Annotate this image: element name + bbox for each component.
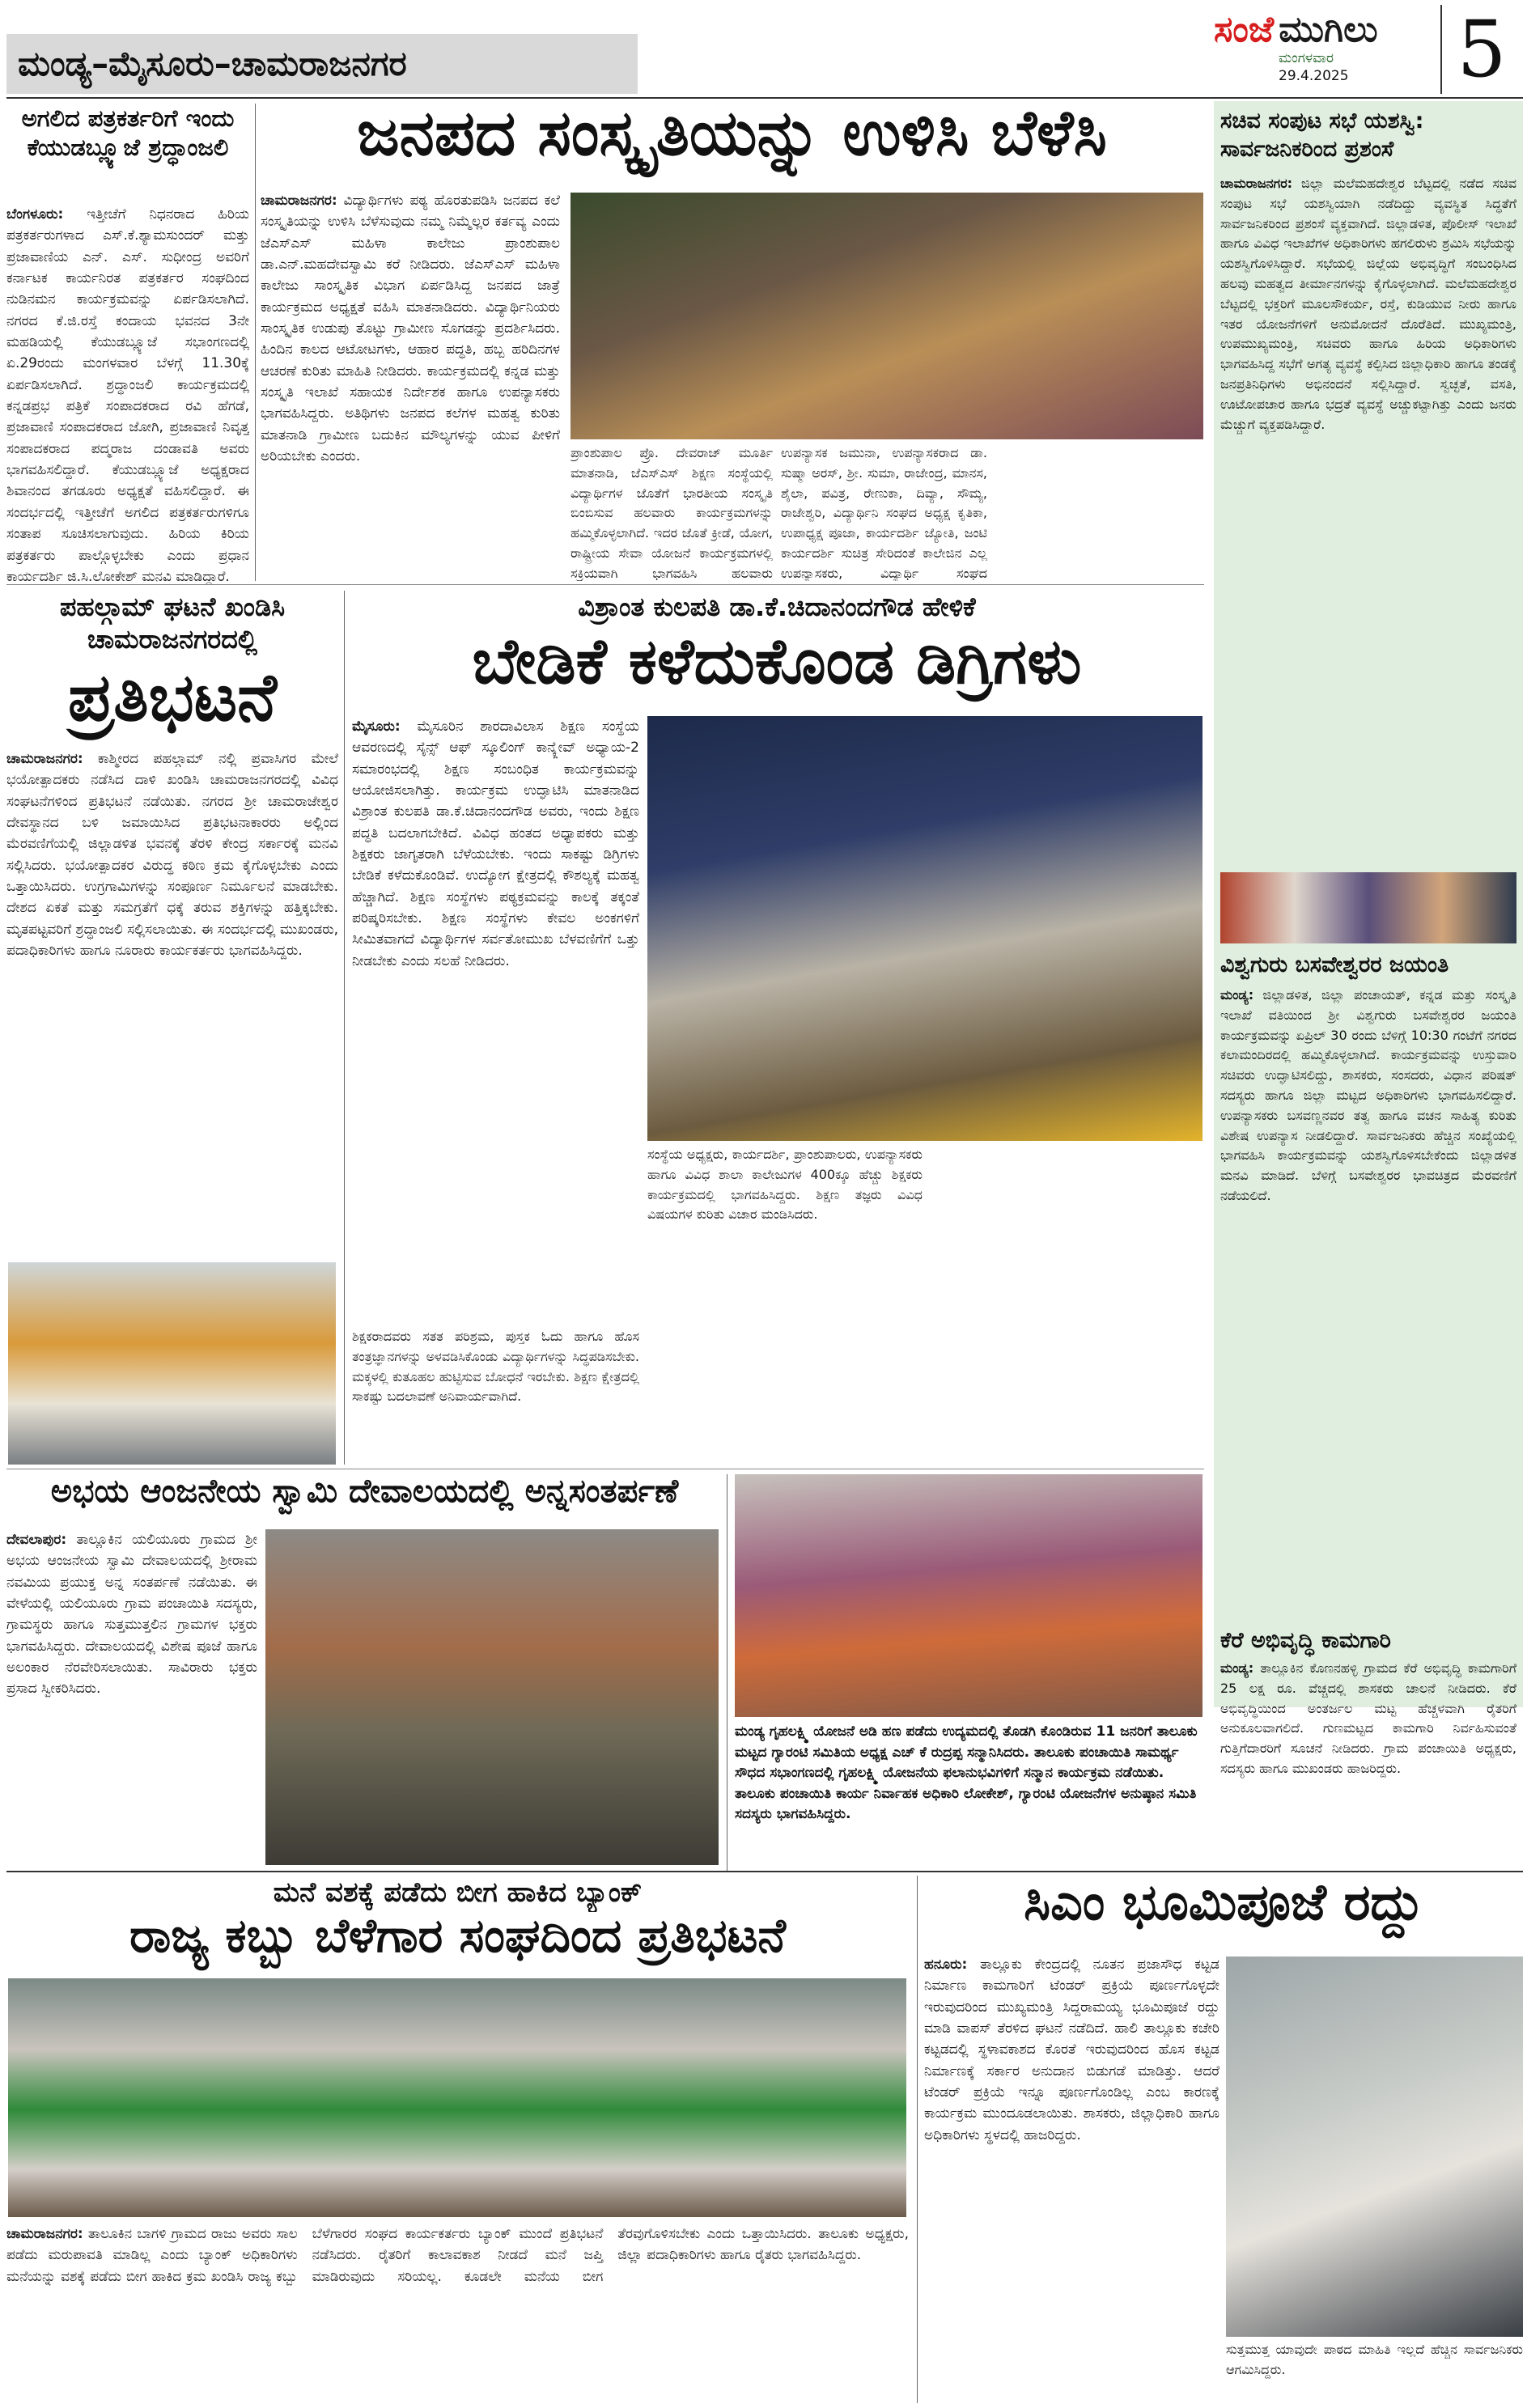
sugarcane-dateline: ಚಾಮರಾಜನಗರ:: [6, 2226, 83, 2242]
basava-dateline: ಮಂಡ್ಯ:: [1220, 987, 1254, 1003]
degrees-dateline: ಮೈಸೂರು:: [352, 719, 401, 735]
logo-part-2: ಮುಗಿಲು: [1279, 8, 1378, 50]
column-rule: [255, 104, 256, 581]
page-number: 5: [1440, 5, 1521, 94]
newspaper-logo: [1214, 6, 1424, 52]
sugarcane-headline: ರಾಜ್ಯ ಕಬ್ಬು ಬೆಳೆಗಾರ ಸಂಘದಿಂದ ಪ್ರತಿಭಟನೆ: [129, 1911, 786, 1963]
section-title: ಮಂಡ್ಯ–ಮೈಸೂರು–ಚಾಮರಾಜನಗರ: [6, 34, 638, 94]
folk-body-2: ಪ್ರಾಂಶುಪಾಲ ಪ್ರೊ. ದೇವರಾಜ್ ಮೂರ್ತಿ ಮಾತನಾಡಿ, ಜೆಎಸ್ಎಸ್ ಶಿಕ್ಷಣ ಸಂಸ್ಥೆಯಲ್ಲಿ ವಿದ್ಯಾರ್ಥಿಗಳ ಜೊತೆಗೆ ಭಾರತೀಯ ಸಂಸ್ಕೃತಿ ಬಿಂಬಿಸುವ ಹಲವಾರು ಕಾರ್ಯಕ್ರಮಗಳನ್ನು ಹಮ್ಮಿಕೊಳ್ಳಲಾಗಿದೆ. ಇದರ ಜೊತೆ ಕ್ರೀಡೆ, ಯೋಗ, ರಾಷ್ಟ್ರೀಯ ಸೇವಾ ಯೋಜನೆ ಕಾರ್ಯಕ್ರಮಗಳಲ್ಲಿ ಸಕ್ರಿಯವಾಗಿ ಭಾಗವಹಿಸಿ ಹಲವಾರು: [571, 445, 773, 581]
sugarcane-kicker: ಮನೆ ವಶಕ್ಕೆ ಪಡೆದು ಬೀಗ ಹಾಕಿದ ಬ್ಯಾಂಕ್: [273, 1876, 643, 1909]
gruhalakshmi-caption: ಮಂಡ್ಯ ಗೃಹಲಕ್ಷ್ಮಿ ಯೋಜನೆ ಅಡಿ ಹಣ ಪಡೆದು ಉದ್ಯಮದಲ್ಲಿ ತೊಡಗಿ ಕೊಂಡಿರುವ 11 ಜನರಿಗೆ ತಾಲೂಕು ಮಟ್ಟದ ಗ್ಯಾರಂಟಿ ಸಮಿತಿಯ ಅಧ್ಯಕ್ಷ ಎಚ್ ಕೆ ರುದ್ರಪ್ಪ ಸನ್ಮಾನಿಸಿದರು. ತಾಲೂಕು ಪಂಚಾಯಿತಿ ಸಾಮರ್ಥ್ಯ ಸೌಧದ ಸಭಾಂಗಣದಲ್ಲಿ ಗೃಹಲಕ್ಷ್ಮಿ ಯೋಜನೆಯ ಫಲಾನುಭವಿಗಳಿಗೆ ಸನ್ಮಾನ ಕಾರ್ಯಕ್ರಮ ನಡೆಯಿತು. ತಾಲೂಕು ಪಂಚಾಯಿತಿ ಕಾರ್ಯ ನಿರ್ವಾಹಕ ಅಧಿಕಾರಿ ಲೋಕೇಶ್, ಗ್ಯಾರಂಟಿ ಯೋಜನೆಗಳ ಅನುಷ್ಠಾನ ಸಮಿತಿ ಸದಸ್ಯರು ಭಾಗವಹಿಸಿದ್ದರು.: [735, 1723, 1198, 1822]
annadana-temple-photo: [265, 1529, 719, 1865]
tribute-dateline: ಬೆಂಗಳೂರು:: [6, 206, 64, 223]
tribute-body: [6, 204, 249, 584]
pahalgam-dateline: ಚಾಮರಾಜನಗರ:: [6, 751, 83, 767]
degrees-headline: ಬೇಡಿಕೆ ಕಳೆದುಕೊಂಡ ಡಿಗ್ರಿಗಳು: [472, 630, 1082, 698]
cm-dateline: ಹನೂರು:: [924, 1956, 968, 1973]
lake-body: [1220, 1659, 1516, 1867]
cabinet-headline: ಸಚಿವ ಸಂಪುಟ ಸಭೆ ಯಶಸ್ವಿ: ಸಾರ್ವಜನಿಕರಿಂದ ಪ್ರಶಂಸೆ: [1220, 108, 1424, 163]
issue-day: ಮಂಗಳವಾರ: [1279, 50, 1334, 66]
folk-body-3: ಉಪನ್ಯಾಸಕ ಜಮುನಾ, ಉಪನ್ಯಾಸಕರಾದ ಡಾ. ಸುಷ್ಮಾ ಅರಸ್, ಶ್ರೀ. ಸುಮಾ, ರಾಜೇಂದ್ರ, ಮಾನಸ, ಶೈಲಾ, ಪವಿತ್ರ, ರೇಣುಕಾ, ದಿವ್ಯಾ, ಸೌಮ್ಯ, ರಾಜೇಶ್ವರಿ, ವಿದ್ಯಾರ್ಥಿನಿ ಸಂಘದ ಅಧ್ಯಕ್ಷ ಕೃತಿಕಾ, ಉಪಾಧ್ಯಕ್ಷ ಪೂಜಾ, ಕಾರ್ಯದರ್ಶಿ ಜ್ಯೋತಿ, ಜಂಟಿ ಕಾರ್ಯದರ್ಶಿ ಸುಚಿತ್ರ ಸೇರಿದಂತೆ ಕಾಲೇಜಿನ ಎಲ್ಲ ಉಪನ್ಯಾಸಕರು, ವಿದ್ಯಾರ್ಥಿ ಸಂಘದ: [781, 445, 987, 581]
folk-dateline: ಚಾಮರಾಜನಗರ:: [261, 193, 337, 209]
section-divider: [6, 1871, 1523, 1872]
degrees-conclave-photo: [647, 716, 1203, 1141]
cabinet-text: ಜಿಲ್ಲಾ ಮಲೆಮಹದೇಶ್ವರ ಬೆಟ್ಟದಲ್ಲಿ ನಡೆದ ಸಚಿವ ಸಂಪುಟ ಸಭೆ ಯಶಸ್ವಿಯಾಗಿ ನಡೆದಿದ್ದು ವ್ಯವಸ್ಥಿತ ಸಿದ್ಧತೆಗೆ ಸಾರ್ವಜನಿಕರಿಂದ ಪ್ರಶಂಸೆ ವ್ಯಕ್ತವಾಗಿದೆ. ಜಿಲ್ಲಾಡಳಿತ, ಪೊಲೀಸ್ ಇಲಾಖೆ ಹಾಗೂ ವಿವಿಧ ಇಲಾಖೆಗಳ ಅಧಿಕಾರಿಗಳು ಹಗಲಿರುಳು ಶ್ರಮಿಸಿ ಸಭೆಯನ್ನು ಯಶಸ್ವಿಗೊಳಿಸಿದ್ದಾರೆ. ಸಭೆಯಲ್ಲಿ ಜಿಲ್ಲೆಯ ಅಭಿವೃದ್ಧಿಗೆ ಸಂಬಂಧಿಸಿದ ಹಲವು ಮಹತ್ವದ ತೀರ್ಮಾನಗಳನ್ನು ಕೈಗೊಳ್ಳಲಾಗಿದೆ. ಮಲೆಮಹದೇಶ್ವರ ಬೆಟ್ಟದಲ್ಲಿ ಭಕ್ತರಿಗೆ ಮೂಲಸೌಕರ್ಯ, ರಸ್ತೆ, ಕುಡಿಯುವ ನೀರು ಹಾಗೂ ಇತರ ಯೋಜನೆಗಳಿಗೆ ಅನುಮೋದನೆ ದೊರೆತಿದೆ. ಮುಖ್ಯಮಂತ್ರಿ, ಉಪಮುಖ್ಯಮಂತ್ರಿ, ಸಚಿವರು ಹಾಗೂ ಹಿರಿಯ ಅಧಿಕಾರಿಗಳು ಭಾಗವಹಿಸಿದ್ದ ಸಭೆಗೆ ಅಗತ್ಯ ವ್ಯವಸ್ಥೆ ಕಲ್ಪಿಸಿದ ಜಿಲ್ಲಾಧಿಕಾರಿ ಹಾಗೂ ತಂಡಕ್ಕೆ ಜನಪ್ರತಿನಿಧಿಗಳು ಅಭಿನಂದನೆ ಸಲ್ಲಿಸಿದ್ದಾರೆ. ಸ್ವಚ್ಛತೆ, ವಸತಿ, ಊಟೋಪಚಾರ ಹಾಗೂ ಭದ್ರತೆ ವ್ಯವಸ್ಥೆ ಅಚ್ಚುಕಟ್ಟಾಗಿತ್ತು ಎಂದು ಜನರು ಮೆಚ್ಚುಗೆ ವ್ಯಕ್ತಪಡಿಸಿದ್ದಾರೆ.: [1220, 176, 1516, 432]
lake-text: ತಾಲ್ಲೂಕಿನ ಕೊಣನಹಳ್ಳಿ ಗ್ರಾಮದ ಕೆರೆ ಅಭಿವೃದ್ಧಿ ಕಾಮಗಾರಿಗೆ 25 ಲಕ್ಷ ರೂ. ವೆಚ್ಚದಲ್ಲಿ ಶಾಸಕರು ಚಾಲನೆ ನೀಡಿದರು. ಕೆರೆ ಅಭಿವೃದ್ಧಿಯಿಂದ ಅಂತರ್ಜಲ ಮಟ್ಟ ಹೆಚ್ಚಳವಾಗಿ ರೈತರಿಗೆ ಅನುಕೂಲವಾಗಲಿದೆ. ಗುಣಮಟ್ಟದ ಕಾಮಗಾರಿ ನಿರ್ವಹಿಸುವಂತೆ ಗುತ್ತಿಗೆದಾರರಿಗೆ ಸೂಚನೆ ನೀಡಿದರು. ಗ್ರಾಮ ಪಂಚಾಯಿತಿ ಅಧ್ಯಕ್ಷರು, ಸದಸ್ಯರು ಹಾಗೂ ಮುಖಂಡರು ಹಾಜರಿದ್ದರು.: [1220, 1660, 1516, 1776]
cabinet-photo-strip: [1220, 872, 1516, 943]
basava-text: ಜಿಲ್ಲಾಡಳಿತ, ಜಿಲ್ಲಾ ಪಂಚಾಯತ್, ಕನ್ನಡ ಮತ್ತು ಸಂಸ್ಕೃತಿ ಇಲಾಖೆ ವತಿಯಿಂದ ಶ್ರೀ ವಿಶ್ವಗುರು ಬಸವೇಶ್ವರರ ಜಯಂತಿ ಕಾರ್ಯಕ್ರಮವನ್ನು ಏಪ್ರಿಲ್ 30 ರಂದು ಬೆಳಿಗ್ಗೆ 10:30 ಗಂಟೆಗೆ ನಗರದ ಕಲಾಮಂದಿರದಲ್ಲಿ ಹಮ್ಮಿಕೊಳ್ಳಲಾಗಿದೆ. ಕಾರ್ಯಕ್ರಮವನ್ನು ಉಸ್ತುವಾರಿ ಸಚಿವರು ಉದ್ಘಾಟಿಸಲಿದ್ದು, ಶಾಸಕರು, ಸಂಸದರು, ವಿಧಾನ ಪರಿಷತ್ ಸದಸ್ಯರು ಹಾಗೂ ಜಿಲ್ಲಾ ಮಟ್ಟದ ಅಧಿಕಾರಿಗಳು ಭಾಗವಹಿಸಲಿದ್ದಾರೆ. ಉಪನ್ಯಾಸಕರು ಬಸವಣ್ಣನವರ ತತ್ವ ಹಾಗೂ ವಚನ ಸಾಹಿತ್ಯ ಕುರಿತು ವಿಶೇಷ ಉಪನ್ಯಾಸ ನೀಡಲಿದ್ದಾರೆ. ಸಾರ್ವಜನಿಕರು ಹೆಚ್ಚಿನ ಸಂಖ್ಯೆಯಲ್ಲಿ ಭಾಗವಹಿಸಿ ಕಾರ್ಯಕ್ರಮವನ್ನು ಯಶಸ್ವಿಗೊಳಿಸಬೇಕೆಂದು ಜಿಲ್ಲಾಡಳಿತ ಮನವಿ ಮಾಡಿದೆ. ಬೆಳಿಗ್ಗೆ ಬಸವೇಶ್ವರರ ಭಾವಚಿತ್ರದ ಮೆರವಣಿಗೆ ನಡೆಯಲಿದೆ.: [1220, 987, 1516, 1203]
folk-event-photo: [571, 193, 1203, 439]
sugarcane-protest-photo: [8, 1978, 906, 2217]
degrees-kicker: ವಿಶ್ರಾಂತ ಕುಲಪತಿ ಡಾ.ಕೆ.ಚಿದಾನಂದಗೌಡ ಹೇಳಿಕೆ: [578, 591, 976, 622]
folk-headline: ಜನಪದ ಸಂಸ್ಕೃತಿಯನ್ನು ಉಳಿಸಿ ಬೆಳೆಸಿ: [357, 101, 1107, 170]
basava-body: [1220, 986, 1516, 1625]
degrees-body-3: ಸಂಸ್ಥೆಯ ಅಧ್ಯಕ್ಷರು, ಕಾರ್ಯದರ್ಶಿ, ಪ್ರಾಂಶುಪಾಲರು, ಉಪನ್ಯಾಸಕರು ಹಾಗೂ ವಿವಿಧ ಶಾಲಾ ಕಾಲೇಜುಗಳ 400ಕ್ಕೂ ಹೆಚ್ಚು ಶಿಕ್ಷಕರು ಕಾರ್ಯಕ್ರಮದಲ್ಲಿ ಭಾಗವಹಿಸಿದ್ದರು. ಶಿಕ್ಷಣ ತಜ್ಞರು ವಿವಿಧ ವಿಷಯಗಳ ಕುರಿತು ವಿಚಾರ ಮಂಡಿಸಿದರು.: [647, 1147, 923, 1223]
sugarcane-body: [6, 2224, 909, 2403]
gruhalakshmi-felicitation-photo: [735, 1474, 1203, 1717]
lake-dateline: ಮಂಡ್ಯ:: [1220, 1660, 1254, 1676]
annadana-headline: ಅಭಯ ಆಂಜನೇಯ ಸ್ವಾಮಿ ದೇವಾಲಯದಲ್ಲಿ ಅನ್ನಸಂತರ್ಪಣೆ: [50, 1474, 679, 1510]
folk-text: ವಿದ್ಯಾರ್ಥಿಗಳು ಪಠ್ಯ ಹೊರತುಪಡಿಸಿ ಜನಪದ ಕಲೆ ಸಂಸ್ಕೃತಿಯನ್ನು ಉಳಿಸಿ ಬೆಳೆಸುವುದು ನಮ್ಮ ನಿಮ್ಮೆಲ್ಲರ ಕರ್ತವ್ಯ ಎಂದು ಜೆಎಸ್‌ಎಸ್ ಮಹಿಳಾ ಕಾಲೇಜು ಪ್ರಾಂಶುಪಾಲ ಡಾ.ಎನ್.ಮಹದೇವಸ್ವಾಮಿ ಕರೆ ನೀಡಿದರು. ಜೆಎಸ್‌ಎಸ್ ಮಹಿಳಾ ಕಾಲೇಜು ಸಾಂಸ್ಕೃತಿಕ ವಿಭಾಗ ಏರ್ಪಡಿಸಿದ್ದ ಜನಪದ ಜಾತ್ರೆ ಕಾರ್ಯಕ್ರಮದ ಅಧ್ಯಕ್ಷತೆ ವಹಿಸಿ ಮಾತನಾಡಿದರು. ವಿದ್ಯಾರ್ಥಿನಿಯರು ಸಾಂಸ್ಕೃತಿಕ ಉಡುಪು ತೊಟ್ಟು ಗ್ರಾಮೀಣ ಸೊಗಡನ್ನು ಪ್ರದರ್ಶಿಸಿದರು. ಹಿಂದಿನ ಕಾಲದ ಆಟೋಟಗಳು, ಆಹಾರ ಪದ್ಧತಿ, ಹಬ್ಬ ಹರಿದಿನಗಳ ಆಚರಣೆ ಕುರಿತು ಮಾಹಿತಿ ನೀಡಿದರು. ಕಾರ್ಯಕ್ರಮದಲ್ಲಿ ಕನ್ನಡ ಮತ್ತು ಸಂಸ್ಕೃತಿ ಇಲಾಖೆ ಸಹಾಯಕ ನಿರ್ದೇಶಕ ಹಾಗೂ ಉಪನ್ಯಾಸಕರು ಭಾಗವಹಿಸಿದ್ದರು. ಅತಿಥಿಗಳು ಜನಪದ ಕಲೆಗಳ ಮಹತ್ವ ಕುರಿತು ಮಾತನಾಡಿ ಗ್ರಾಮೀಣ ಬದುಕಿನ ಮೌಲ್ಯಗಳನ್ನು ಯುವ ಪೀಳಿಗೆ ಅರಿಯಬೇಕು ಎಂದರು.: [261, 193, 560, 465]
pahalgam-body: [6, 748, 338, 1258]
pahalgam-protest-photo: [8, 1262, 336, 1465]
cm-text: ತಾಲ್ಲೂಕು ಕೇಂದ್ರದಲ್ಲಿ ನೂತನ ಪ್ರಜಾಸೌಧ ಕಟ್ಟಡ ನಿರ್ಮಾಣ ಕಾಮಗಾರಿಗೆ ಟೆಂಡರ್ ಪ್ರಕ್ರಿಯೆ ಪೂರ್ಣಗೊಳ್ಳದೇ ಇರುವುದರಿಂದ ಮುಖ್ಯಮಂತ್ರಿ ಸಿದ್ದರಾಮಯ್ಯ ಭೂಮಿಪೂಜೆ ರದ್ದು ಮಾಡಿ ವಾಪಸ್ ತೆರಳಿದ ಘಟನೆ ನಡೆದಿದೆ. ಹಾಲಿ ತಾಲ್ಲೂಕು ಕಚೇರಿ ಕಟ್ಟಡದಲ್ಲಿ ಸ್ಥಳಾವಕಾಶದ ಕೊರತೆ ಇರುವುದರಿಂದ ಹೊಸ ಕಟ್ಟಡ ನಿರ್ಮಾಣಕ್ಕೆ ಸರ್ಕಾರ ಅನುದಾನ ಬಿಡುಗಡೆ ಮಾಡಿತ್ತು. ಆದರೆ ಟೆಂಡರ್ ಪ್ರಕ್ರಿಯೆ ಇನ್ನೂ ಪೂರ್ಣಗೊಂಡಿಲ್ಲ ಎಂಬ ಕಾರಣಕ್ಕೆ ಕಾರ್ಯಕ್ರಮ ಮುಂದೂಡಲಾಯಿತು. ಶಾಸಕರು, ಜಿಲ್ಲಾಧಿಕಾರಿ ಹಾಗೂ ಅಧಿಕಾರಿಗಳು ಸ್ಥಳದಲ್ಲಿ ಹಾಜರಿದ್ದರು.: [924, 1956, 1219, 2143]
degrees-body-4: [929, 1145, 1203, 1465]
column-rule: [917, 1876, 918, 2403]
section-divider: [6, 584, 1204, 585]
tribute-headline: ಅಗಲಿದ ಪತ್ರಕರ್ತರಿಗೆ ಇಂದು ಕೆಯುಡಬ್ಲ್ಯೂಜೆ ಶ್ರದ್ಧಾಂಜಲಿ: [21, 104, 235, 162]
basava-headline: ವಿಶ್ವಗುರು ಬಸವೇಶ್ವರರ ಜಯಂತಿ: [1220, 952, 1449, 977]
cm-body: [924, 1954, 1219, 2403]
column-rule: [344, 591, 345, 1465]
cabinet-dateline: ಚಾಮರಾಜನಗರ:: [1220, 176, 1293, 191]
cm-headline: ಸಿಎಂ ಭೂಮಿಪೂಜೆ ರದ್ದು: [1024, 1876, 1423, 1931]
degrees-text: ಮೈಸೂರಿನ ಶಾರದಾವಿಲಾಸ ಶಿಕ್ಷಣ ಸಂಸ್ಥೆಯ ಆವರಣದಲ್ಲಿ ಸೈನ್ಸ್ ಆಫ್ ಸ್ಕೂಲಿಂಗ್ ಕಾನ್ಕ್ಲೇವ್ ಅಧ್ಯಾಯ-2 ಸಮಾರಂಭದಲ್ಲಿ ಶಿಕ್ಷಣ ಸಂಬಂಧಿತ ಕಾರ್ಯಕ್ರಮವನ್ನು ಆಯೋಜಿಸಲಾಗಿತ್ತು. ಕಾರ್ಯಕ್ರಮ ಉದ್ಘಾಟಿಸಿ ಮಾತನಾಡಿದ ವಿಶ್ರಾಂತ ಕುಲಪತಿ ಡಾ.ಕೆ.ಚಿದಾನಂದಗೌಡ ಅವರು, ಇಂದು ಶಿಕ್ಷಣ ಪದ್ಧತಿ ಬದಲಾಗಬೇಕಿದೆ. ವಿವಿಧ ಹಂತದ ಅಧ್ಯಾಪಕರು ಮತ್ತು ಶಿಕ್ಷಕರು ಜಾಗೃತರಾಗಿ ಬೆಳೆಯಬೇಕು. ಇಂದು ಸಾಕಷ್ಟು ಡಿಗ್ರಿಗಳು ಬೇಡಿಕೆ ಕಳೆದುಕೊಂಡಿವೆ. ಉದ್ಯೋಗ ಕ್ಷೇತ್ರದಲ್ಲಿ ಕೌಶಲ್ಯಕ್ಕೆ ಮಹತ್ವ ಹೆಚ್ಚಾಗಿದೆ. ಶಿಕ್ಷಣ ಸಂಸ್ಥೆಗಳು ಪಠ್ಯಕ್ರಮವನ್ನು ಕಾಲಕ್ಕೆ ತಕ್ಕಂತೆ ಪರಿಷ್ಕರಿಸಬೇಕು. ಶಿಕ್ಷಣ ಸಂಸ್ಥೆಗಳು ಕೇವಲ ಅಂಕಗಳಿಗೆ ಸೀಮಿತವಾಗದೆ ವಿದ್ಯಾರ್ಥಿಗಳ ಸರ್ವತೋಮುಖ ಬೆಳವಣಿಗೆಗೆ ಒತ್ತು ನೀಡಬೇಕು ಎಂದು ಸಲಹೆ ನೀಡಿದರು.: [352, 719, 639, 969]
pahalgam-kicker: ಪಹಲ್ಗಾಮ್ ಘಟನೆ ಖಂಡಿಸಿ ಚಾಮರಾಜನಗರದಲ್ಲಿ: [59, 591, 286, 655]
cm-car-photo: [1226, 1956, 1523, 2337]
degrees-body: [352, 716, 639, 1323]
tribute-text: ಇತ್ತೀಚೆಗೆ ನಿಧನರಾದ ಹಿರಿಯ ಪತ್ರಕರ್ತರುಗಳಾದ ಎಸ್.ಕೆ.ಶ್ಯಾಮಸುಂದರ್ ಮತ್ತು ಪ್ರಜಾವಾಣಿಯ ಎನ್. ಎಸ್. ಸುಧೀಂದ್ರ ಅವರಿಗೆ ಕರ್ನಾಟಕ ಕಾರ್ಯನಿರತ ಪತ್ರಕರ್ತರ ಸಂಘದಿಂದ ನುಡಿನಮನ ಕಾರ್ಯಕ್ರಮವನ್ನು ಏರ್ಪಡಿಸಲಾಗಿದೆ. ನಗರದ ಕೆ.ಜಿ.ರಸ್ತೆ ಕಂದಾಯ ಭವನದ 3ನೇ ಮಹಡಿಯಲ್ಲಿ ಕೆಯುಡಬ್ಲ್ಯೂಜೆ ಸಭಾಂಗಣದಲ್ಲಿ ಏ.29ರಂದು ಮಂಗಳವಾರ ಬೆಳಗ್ಗೆ 11.30ಕ್ಕೆ ಏರ್ಪಡಿಸಲಾಗಿದೆ. ಶ್ರದ್ಧಾಂಜಲಿ ಕಾರ್ಯಕ್ರಮದಲ್ಲಿ ಕನ್ನಡಪ್ರಭ ಪತ್ರಿಕೆ ಸಂಪಾದಕರಾದ ರವಿ ಹೆಗಡೆ, ಪ್ರಜಾವಾಣಿ ಸಂಪಾದಕರಾದ ಜೋಗಿ, ಪ್ರಜಾವಾಣಿ ನಿವೃತ್ತ ಸಂಪಾದಕರಾದ ಪದ್ಮರಾಜ ದಂಡಾವತಿ ಅವರು ಭಾಗವಹಿಸಲಿದ್ದಾರೆ. ಕೆಯುಡಬ್ಲ್ಯೂಜೆ ಅಧ್ಯಕ್ಷರಾದ ಶಿವಾನಂದ ತಗಡೂರು ಅಧ್ಯಕ್ಷತೆ ವಹಿಸಲಿದ್ದಾರೆ. ಈ ಸಂದರ್ಭದಲ್ಲಿ ಇತ್ತೀಚೆಗೆ ಅಗಲಿದ ಪತ್ರಕರ್ತರುಗಳಿಗೂ ಸಂತಾಪ ಸೂಚಿಸಲಾಗುವುದು. ಹಿರಿಯ ಕಿರಿಯ ಪತ್ರಕರ್ತರು ಪಾಲ್ಗೊಳ್ಳಬೇಕು ಎಂದು ಪ್ರಧಾನ ಕಾರ್ಯದರ್ಶಿ ಜಿ.ಸಿ.ಲೋಕೇಶ್ ಮನವಿ ಮಾಡಿದ್ದಾರೆ.: [6, 206, 249, 584]
issue-date: 29.4.2025: [1279, 68, 1349, 84]
header-divider: [6, 97, 1523, 99]
pahalgam-headline: ಪ್ರತಿಭಟನೆ: [67, 663, 278, 736]
cabinet-body: [1220, 174, 1516, 862]
degrees-body-2: ಶಿಕ್ಷಕರಾದವರು ಸತತ ಪರಿಶ್ರಮ, ಪುಸ್ತಕ ಓದು ಹಾಗೂ ಹೊಸ ತಂತ್ರಜ್ಞಾನಗಳನ್ನು ಅಳವಡಿಸಿಕೊಂಡು ವಿದ್ಯಾರ್ಥಿಗಳನ್ನು ಸಿದ್ಧಪಡಿಸಬೇಕು. ಮಕ್ಕಳಲ್ಲಿ ಕುತೂಹಲ ಹುಟ್ಟಿಸುವ ಬೋಧನೆ ಇರಬೇಕು. ಶಿಕ್ಷಣ ಕ್ಷೇತ್ರದಲ್ಲಿ ಸಾಕಷ್ಟು ಬದಲಾವಣೆ ಅನಿವಾರ್ಯವಾಗಿದೆ.: [352, 1329, 639, 1405]
lake-headline: ಕೆರೆ ಅಭಿವೃದ್ಧಿ ಕಾಮಗಾರಿ: [1220, 1628, 1391, 1653]
logo-part-1: ಸಂಜೆ: [1214, 8, 1275, 50]
folk-body: [261, 190, 560, 579]
sugarcane-text: ತಾಲೂಕಿನ ಬಾಗಳಿ ಗ್ರಾಮದ ರಾಜು ಅವರು ಸಾಲ ಪಡೆದು ಮರುಪಾವತಿ ಮಾಡಿಲ್ಲ ಎಂದು ಬ್ಯಾಂಕ್ ಅಧಿಕಾರಿಗಳು ಮನೆಯನ್ನು ವಶಕ್ಕೆ ಪಡೆದು ಬೀಗ ಹಾಕಿದ ಕ್ರಮ ಖಂಡಿಸಿ ರಾಜ್ಯ ಕಬ್ಬು ಬೆಳೆಗಾರರ ಸಂಘದ ಕಾರ್ಯಕರ್ತರು ಬ್ಯಾಂಕ್ ಮುಂದೆ ಪ್ರತಿಭಟನೆ ನಡೆಸಿದರು. ರೈತರಿಗೆ ಕಾಲಾವಕಾಶ ನೀಡದೆ ಮನೆ ಜಪ್ತಿ ಮಾಡಿರುವುದು ಸರಿಯಲ್ಲ. ಕೂಡಲೇ ಮನೆಯ ಬೀಗ ತೆರವುಗೊಳಿಸಬೇಕು ಎಂದು ಒತ್ತಾಯಿಸಿದರು. ತಾಲೂಕು ಅಧ್ಯಕ್ಷರು, ಜಿಲ್ಲಾ ಪದಾಧಿಕಾರಿಗಳು ಹಾಗೂ ರೈತರು ಭಾಗವಹಿಸಿದ್ದರು.: [6, 2226, 909, 2285]
pahalgam-text: ಕಾಶ್ಮೀರದ ಪಹಲ್ಗಾಮ್ ನಲ್ಲಿ ಪ್ರವಾಸಿಗರ ಮೇಲೆ ಭಯೋತ್ಪಾದಕರು ನಡೆಸಿದ ದಾಳಿ ಖಂಡಿಸಿ ಚಾಮರಾಜನಗರದಲ್ಲಿ ವಿವಿಧ ಸಂಘಟನೆಗಳಿಂದ ಪ್ರತಿಭಟನೆ ನಡೆಯಿತು. ನಗರದ ಶ್ರೀ ಚಾಮರಾಜೇಶ್ವರ ದೇವಸ್ಥಾನದ ಬಳಿ ಜಮಾಯಿಸಿದ ಪ್ರತಿಭಟನಾಕಾರರು ಅಲ್ಲಿಂದ ಮೆರವಣಿಗೆಯಲ್ಲಿ ಜಿಲ್ಲಾಡಳಿತ ಭವನಕ್ಕೆ ತೆರಳಿ ಕೇಂದ್ರ ಸರ್ಕಾರಕ್ಕೆ ಮನವಿ ಸಲ್ಲಿಸಿದರು. ಭಯೋತ್ಪಾದಕರ ವಿರುದ್ಧ ಕಠಿಣ ಕ್ರಮ ಕೈಗೊಳ್ಳಬೇಕು ಎಂದು ಒತ್ತಾಯಿಸಿದರು. ಉಗ್ರಗಾಮಿಗಳನ್ನು ಸಂಪೂರ್ಣ ನಿರ್ಮೂಲನೆ ಮಾಡಬೇಕು. ದೇಶದ ಏಕತೆ ಮತ್ತು ಸಮಗ್ರತೆಗೆ ಧಕ್ಕೆ ತರುವ ಶಕ್ತಿಗಳನ್ನು ಹತ್ತಿಕ್ಕಬೇಕು. ಮೃತಪಟ್ಟವರಿಗೆ ಶ್ರದ್ಧಾಂಜಲಿ ಸಲ್ಲಿಸಲಾಯಿತು. ಈ ಸಂದರ್ಭದಲ್ಲಿ ಮುಖಂಡರು, ಪದಾಧಿಕಾರಿಗಳು ಹಾಗೂ ನೂರಾರು ಕಾರ್ಯಕರ್ತರು ಭಾಗವಹಿಸಿದ್ದರು.: [6, 751, 338, 960]
annadana-text: ತಾಲ್ಲೂಕಿನ ಯಲಿಯೂರು ಗ್ರಾಮದ ಶ್ರೀ ಅಭಯ ಆಂಜನೇಯ ಸ್ವಾಮಿ ದೇವಾಲಯದಲ್ಲಿ ಶ್ರೀರಾಮ ನವಮಿಯ ಪ್ರಯುಕ್ತ ಅನ್ನ ಸಂತರ್ಪಣೆ ನಡೆಯಿತು. ಈ ವೇಳೆಯಲ್ಲಿ ಯಲಿಯೂರು ಗ್ರಾಮ ಪಂಚಾಯಿತಿ ಸದಸ್ಯರು, ಗ್ರಾಮಸ್ಥರು ಹಾಗೂ ಸುತ್ತಮುತ್ತಲಿನ ಗ್ರಾಮಗಳ ಭಕ್ತರು ಭಾಗವಹಿಸಿದ್ದರು. ದೇವಾಲಯದಲ್ಲಿ ವಿಶೇಷ ಪೂಜೆ ಹಾಗೂ ಅಲಂಕಾರ ನೆರವೇರಿಸಲಾಯಿತು. ಸಾವಿರಾರು ಭಕ್ತರು ಪ್ರಸಾದ ಸ್ವೀಕರಿಸಿದರು.: [6, 1532, 257, 1698]
annadana-body: [6, 1529, 257, 1869]
cm-photo-caption: ಸುತ್ತಮುತ್ತ ಯಾವುದೇ ಪಾಠದ ಮಾಹಿತಿ ಇಲ್ಲದೆ ಹೆಚ್ಚಿನ ಸಾರ್ವಜನಿಕರು ಆಗಮಿಸಿದ್ದರು.: [1226, 2342, 1523, 2377]
annadana-dateline: ದೇವಲಾಪುರ:: [6, 1532, 67, 1548]
